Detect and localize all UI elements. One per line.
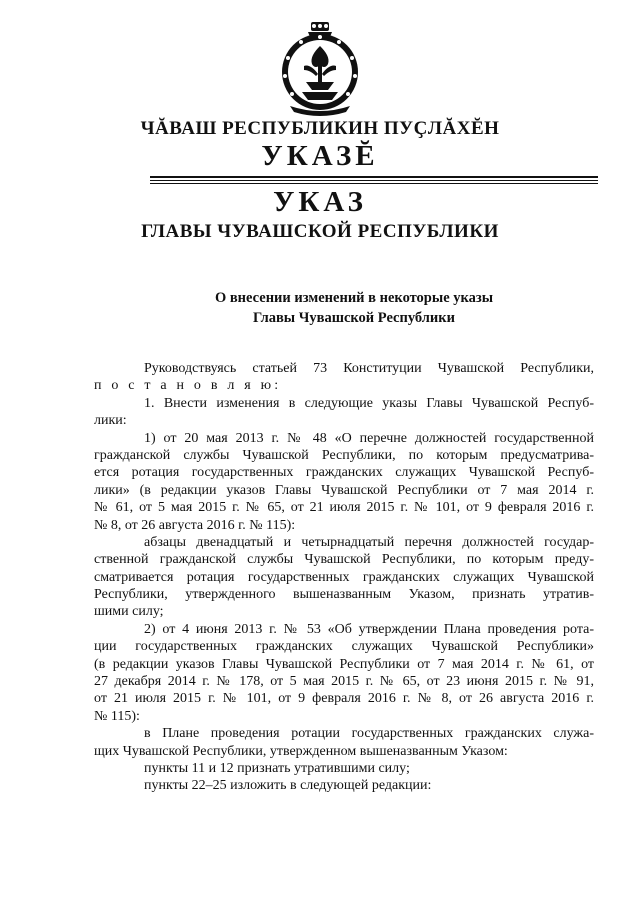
header-chuvash-line: ЧĂВАШ РЕСПУБЛИКИН ПУҪЛĂХĔН	[140, 118, 500, 139]
body-line: ции государственных гражданских служащих Чувашской Республики»	[94, 639, 594, 655]
header-chuvash-ukaze: УКАЗĔ	[261, 140, 379, 172]
body-line: абзацы двенадцатый и четырнадцатый перечня должностей государ-	[144, 534, 594, 550]
body-line: 1. Внести изменения в следующие указы Главы Чувашской Респуб-	[144, 395, 594, 411]
body-line: Республики, утвержденного вышеназванным Указом, признать утратив-	[94, 587, 594, 603]
body-line: ется ротация государственных гражданских служащих Чувашской Респуб-	[94, 465, 594, 481]
body-line: пункты 22–25 изложить в следующей редакции:	[144, 778, 432, 794]
body-line: лики:	[94, 413, 127, 429]
header-glavy-chuvashskoy-respubliki: ГЛАВЫ ЧУВАШСКОЙ РЕСПУБЛИКИ	[141, 221, 499, 242]
body-line: Руководствуясь статьей 73 Конституции Чувашской Республики,	[144, 361, 594, 376]
decree-title-line-2: Главы Чувашской Республики	[252, 310, 455, 326]
body-line: щих Чувашской Республики, утвержденном вышеназванным Указом:	[94, 743, 508, 759]
header-ukaz: УКАЗ	[273, 186, 367, 218]
decree-body	[94, 360, 594, 795]
body-line: № 61, от 5 мая 2015 г. № 65, от 21 июля 2015 г. № 101, от 9 февраля 2016 г.	[94, 500, 594, 516]
body-line: от 21 июля 2015 г. № 101, от 9 февраля 2016 г. № 8, от 26 августа 2016 г.	[94, 691, 594, 707]
decree-title-line-1: О внесении изменений в некоторые указы	[214, 290, 494, 306]
body-line: № 8, от 26 августа 2016 г. № 115):	[94, 517, 296, 533]
body-line: сматривается ротация государственных гражданских служащих Чувашской	[94, 569, 594, 585]
header-divider-thick	[150, 176, 598, 178]
body-line: лики» (в редакции указов Главы Чувашской Республики от 7 мая 2014 г.	[94, 482, 594, 498]
header-divider-thin	[150, 180, 598, 181]
body-line: № 115):	[94, 708, 140, 724]
decree-title	[120, 288, 588, 328]
header-divider-thin-2	[150, 183, 598, 184]
body-line: 1) от 20 мая 2013 г. № 48 «О перечне должностей государственной	[144, 430, 594, 446]
body-line: 27 декабря 2014 г. № 178, от 5 мая 2015 г. № 65, от 23 июня 2015 г. № 91,	[94, 674, 594, 690]
body-line: пункты 11 и 12 признать утратившими силу;	[144, 760, 410, 776]
body-line: шими силу;	[94, 604, 164, 620]
body-line: гражданской службы Чувашской Республики, по которым предусматрива-	[94, 447, 594, 463]
body-line: п о с т а н о в л я ю:	[94, 378, 282, 394]
coat-of-arms-icon	[278, 20, 362, 116]
body-line: в Плане проведения ротации государственных гражданских служа-	[144, 726, 594, 742]
body-line: (в редакции указов Главы Чувашской Республики от 7 мая 2014 г. № 61, от	[94, 656, 594, 672]
body-line: 2) от 4 июня 2013 г. № 53 «Об утверждении Плана проведения рота-	[144, 621, 594, 637]
body-line: ственной гражданской службы Чувашской Республики, по которым преду-	[94, 552, 594, 568]
